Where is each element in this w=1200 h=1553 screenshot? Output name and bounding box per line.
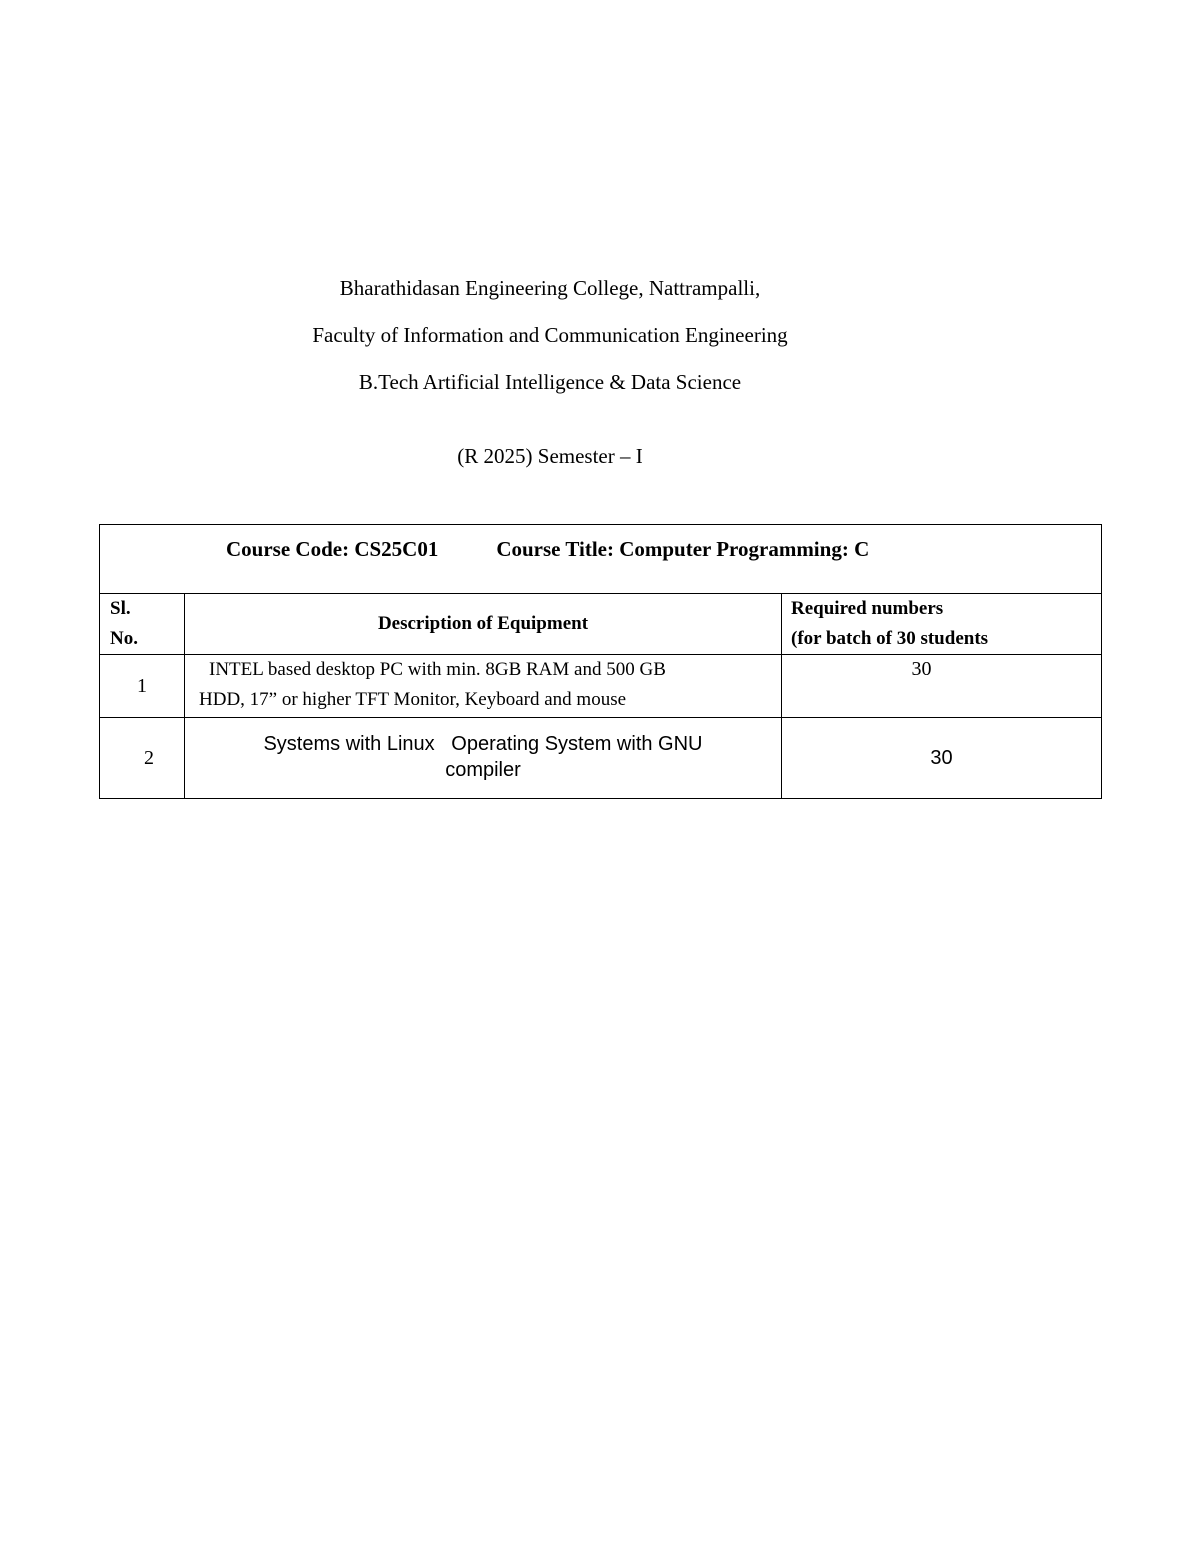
course-row	[100, 525, 1102, 594]
row-description: INTEL based desktop PC with min. 8GB RAM and 500 GB HDD, 17” or higher TFT Monitor, Keyboard and mouse	[185, 655, 782, 718]
row-sl-no: 1	[100, 655, 185, 718]
row-description: Systems with Linux Operating System with GNU compiler	[185, 718, 782, 799]
header-sl-no: Sl. No.	[100, 594, 185, 655]
table-header-row	[100, 594, 1102, 655]
row-sl-no: 2	[100, 718, 185, 799]
program-name: B.Tech Artificial Intelligence & Data Science	[358, 370, 742, 394]
header-required-numbers: Required numbers (for batch of 30 students	[782, 594, 1102, 655]
equipment-table	[99, 524, 1102, 799]
row-required: 30	[782, 655, 1102, 718]
table-row	[100, 655, 1102, 718]
header-description: Description of Equipment	[185, 594, 782, 655]
table-row	[100, 718, 1102, 799]
row-required: 30	[782, 718, 1102, 799]
college-name: Bharathidasan Engineering College, Nattrampalli,	[339, 276, 761, 300]
course-title: Course Title: Computer Programming: C	[496, 537, 870, 561]
course-code: Course Code: CS25C01	[226, 537, 439, 561]
faculty-name: Faculty of Information and Communication Engineering	[312, 323, 788, 347]
course-cell	[100, 525, 1102, 594]
semester-label: (R 2025) Semester – I	[457, 444, 643, 468]
